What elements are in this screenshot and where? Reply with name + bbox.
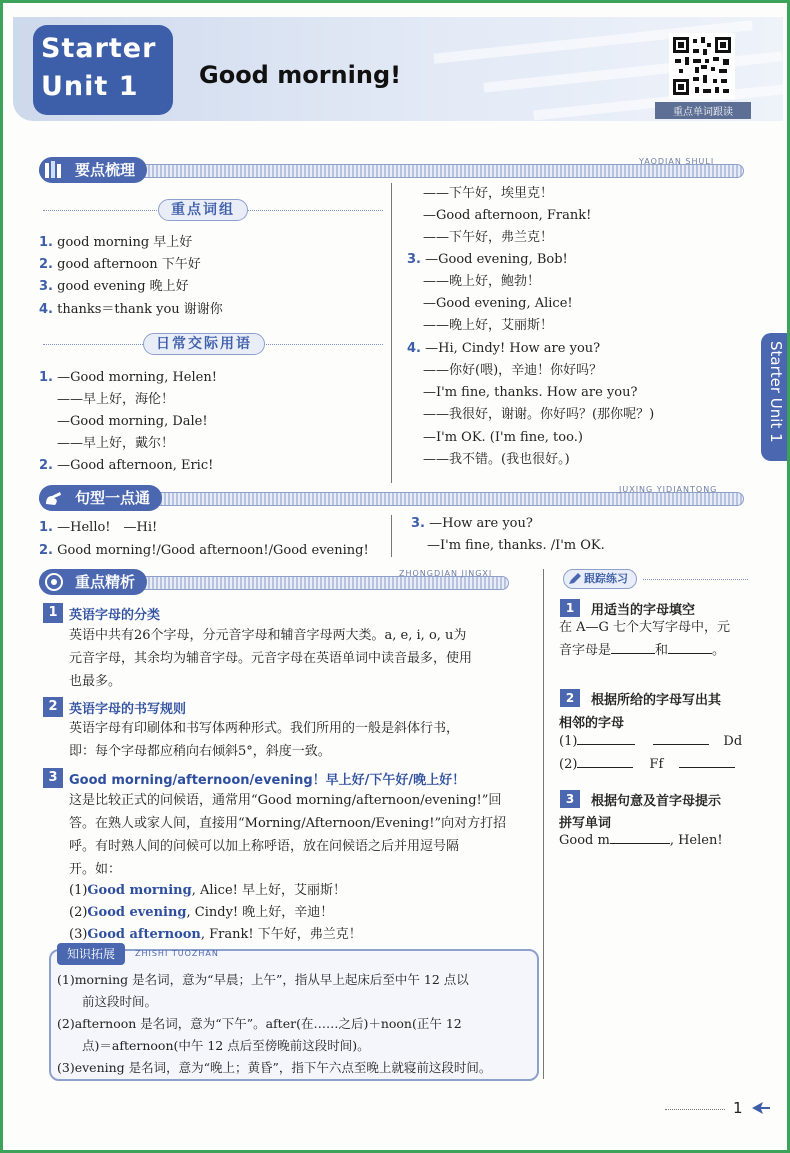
subheading-daily: [43, 333, 383, 355]
dialogue-line: 1. —Good morning, Helen!: [39, 370, 217, 385]
section-pinyin: ZHONGDIAN JINGXI: [399, 569, 493, 578]
question-number: 2: [560, 689, 580, 707]
keypoint-text: 英语中共有26个字母，分元音字母和辅音字母两大类。a, e, i, o, u为 元音字母，其余均为辅音字母。元音字母在英语单词中读音最多，使用 也最多。: [69, 628, 473, 689]
section-title: 要点梳理: [39, 157, 147, 183]
dialogue-line: ——下午好，埃里克！: [423, 186, 554, 201]
extension-line: 点)＝afternoon(中午 12 点后至傍晚前这段时间)。: [57, 1038, 370, 1053]
dialogue-line: ——我很好，谢谢。你好吗？(那你呢？): [423, 407, 655, 422]
sentence-item: 3. —How are you?: [411, 516, 533, 531]
keypoint-title: 英语字母的分类: [69, 608, 161, 623]
answer-blank[interactable]: [610, 830, 670, 844]
list-item: 1. good morning 早上好: [39, 235, 193, 250]
question-title: 相邻的字母: [559, 716, 625, 731]
extension-line: (1)morning 是名词，意为“早晨；上午”，指从早上起床后至中午 12 点以: [57, 972, 469, 987]
dialogue-line: ——下午好，弗兰克！: [423, 230, 554, 245]
decor-stripe: [483, 51, 782, 92]
arrow-left-icon: [751, 1101, 771, 1115]
section-pinyin: YAODIAN SHULI: [639, 157, 715, 166]
dialogue-line: ——晚上好，鲍勃！: [423, 274, 541, 289]
dialogue-line: ——你好(喂)，辛迪！你好吗？: [423, 363, 603, 378]
question-number: 1: [560, 599, 580, 617]
extension-tag: 知识拓展: [57, 943, 125, 965]
section-header-analysis: [39, 569, 509, 595]
section-title: 句型一点通: [39, 485, 162, 511]
example-line: (2)Good evening, Cindy! 晚上好，辛迪！: [69, 905, 334, 920]
pencil-icon: [568, 573, 582, 585]
dialogue-line: 4. —Hi, Cindy! How are you?: [407, 341, 601, 356]
keypoint-number: 2: [43, 697, 63, 717]
question-title: 根据所给的字母写出其: [591, 693, 722, 708]
answer-blank[interactable]: [611, 640, 655, 654]
extension-line: (3)evening 是名词，意为“晚上；黄昏”，指下午六点至晚上就寝前这段时间。: [57, 1060, 492, 1075]
question-title: 用适当的字母填空: [591, 603, 696, 618]
answer-blank[interactable]: [653, 731, 709, 745]
books-icon: [43, 160, 65, 180]
unit-title: Good morning!: [199, 61, 402, 89]
practice-tag-line: [643, 579, 748, 580]
question-number: 3: [560, 790, 580, 808]
unit-label-line1: Starter: [41, 33, 157, 64]
dialogue-line: —I'm OK. (I'm fine, too.): [423, 430, 583, 445]
answer-blank[interactable]: [577, 731, 635, 745]
subheading-phrases: [43, 199, 383, 221]
keypoint-title: 英语字母的书写规则: [69, 702, 187, 717]
dialogue-line: ——我不错。(我也很好。): [423, 452, 570, 467]
sentence-item: —I'm fine, thanks. /I'm OK.: [427, 538, 605, 553]
practice-tag: 跟踪练习: [563, 569, 637, 589]
dialogue-line: ——早上好，戴尔！: [57, 436, 175, 451]
qr-caption: 重点单词跟读: [655, 102, 751, 119]
section-header-sentence: [39, 485, 744, 511]
dialogue-line: ——早上好，海伦！: [57, 392, 175, 407]
answer-blank[interactable]: [679, 754, 735, 768]
unit-label-line2: Unit 1: [41, 71, 139, 102]
section-header-points: [39, 157, 744, 183]
example-line: (1)Good morning, Alice! 早上好，艾丽斯！: [69, 883, 347, 898]
dialogue-line: ——晚上好，艾丽斯！: [423, 318, 554, 333]
column-divider: [391, 183, 392, 483]
section-title: 重点精析: [39, 569, 147, 595]
dialogue-line: 2. —Good afternoon, Eric!: [39, 458, 214, 473]
list-item: 4. thanks＝thank you 谢谢你: [39, 302, 223, 317]
column-divider: [391, 515, 392, 557]
extension-line: (2)afternoon 是名词，意为“下午”。after(在……之后)＋noon(正午 12: [57, 1016, 462, 1031]
question-row: (1) Dd: [559, 731, 742, 753]
keypoint-number: 3: [43, 768, 63, 788]
dialogue-line: 3. —Good evening, Bob!: [407, 252, 568, 267]
extension-pinyin: ZHISHI TUOZHAN: [135, 949, 219, 958]
keypoint-text: 英语字母有印刷体和书写体两种形式。我们所用的一般是斜体行书， 即：每个字母都应稍向右倾斜5°，斜度一致。: [69, 721, 460, 759]
keypoint-number: 1: [43, 603, 63, 623]
answer-blank[interactable]: [577, 754, 633, 768]
side-tab-label: Starter Unit 1: [767, 341, 785, 443]
question-title: 根据句意及首字母提示: [591, 794, 722, 809]
sentence-item: 2. Good morning!/Good afternoon!/Good evening!: [39, 543, 369, 558]
question-text: 音字母是 和 。: [559, 640, 725, 662]
question-row: (2) Ff: [559, 754, 735, 776]
question-text: Good m , Helen!: [559, 830, 723, 852]
sentence-item: 1. —Hello! —Hi!: [39, 520, 158, 535]
side-tab: [761, 333, 790, 461]
dialogue-line: —Good afternoon, Frank!: [423, 208, 592, 223]
dialogue-line: —Good evening, Alice!: [423, 296, 573, 311]
extension-line: 前这段时间。: [57, 994, 158, 1009]
question-text: 在 A—G 七个大写字母中，元: [559, 620, 731, 635]
unit-label-box: [33, 25, 173, 115]
page-number-decoration: [665, 1109, 725, 1110]
keypoint-text: 这是比较正式的问候语，通常用“Good morning/afternoon/evening!”回 答。在熟人或家人间，直接用“Morning/Afternoon/Evening!”向对方打招 呼。有时熟人间的问候可以加上称呼语，放在问候语之后并用逗号隔 开。如：: [69, 793, 507, 877]
answer-blank[interactable]: [668, 640, 712, 654]
dialogue-line: —Good morning, Dale!: [57, 414, 208, 429]
keypoint-title: Good morning/afternoon/evening！早上好/下午好/晚上好！: [69, 773, 466, 788]
subheading-label: 日常交际用语: [143, 333, 265, 355]
example-line: (3)Good afternoon, Frank! 下午好，弗兰克！: [69, 927, 362, 942]
section-pinyin: JUXING YIDIANTONG: [619, 485, 718, 494]
qr-code-icon[interactable]: [669, 33, 735, 99]
column-divider: [543, 569, 544, 1079]
target-icon: [43, 572, 65, 592]
dialogue-line: —I'm fine, thanks. How are you?: [423, 385, 638, 400]
question-title: 拼写单词: [559, 816, 612, 831]
list-item: 3. good evening 晚上好: [39, 279, 189, 294]
page-number: 1: [733, 1099, 743, 1117]
subheading-label: 重点词组: [158, 199, 248, 221]
hand-pointer-icon: [43, 488, 65, 508]
list-item: 2. good afternoon 下午好: [39, 257, 201, 272]
